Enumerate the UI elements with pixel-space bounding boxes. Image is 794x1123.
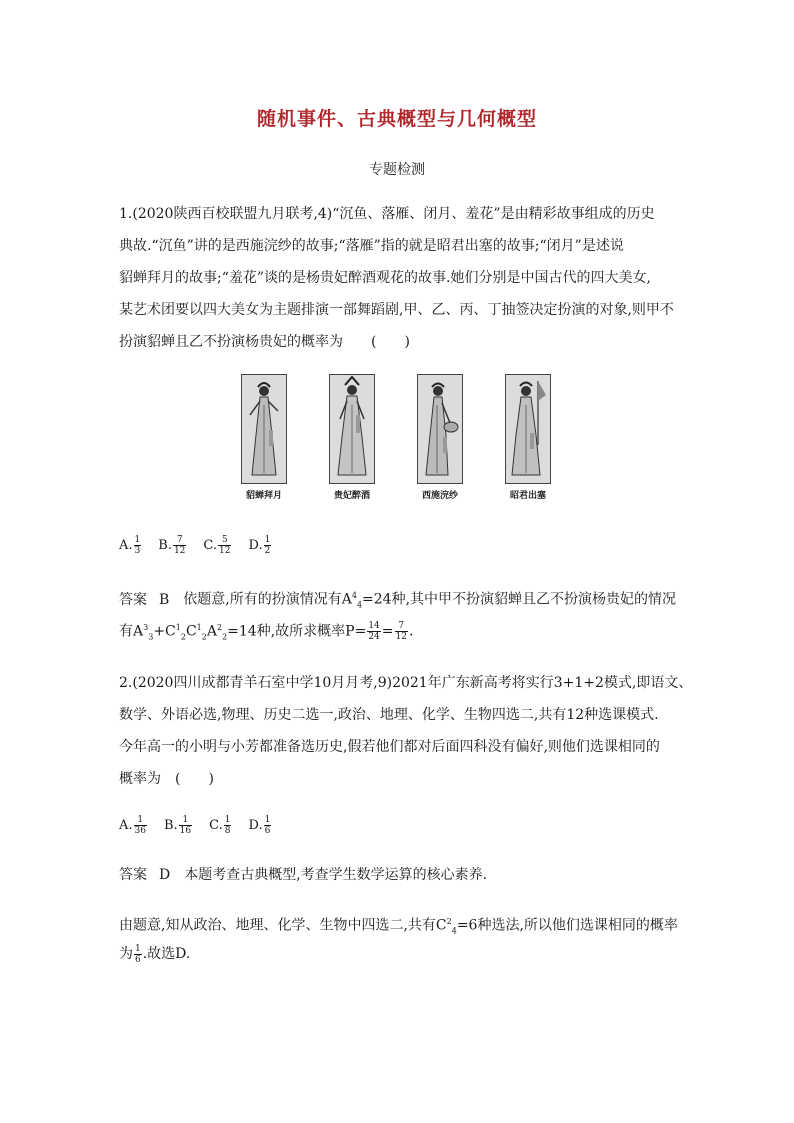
option-label: B. [163,818,178,833]
question-1-line: 貂蝉拜月的故事;“羞花”谈的是杨贵妃醉酒观花的故事.她们分别是中国古代的四大美女, [119,270,651,286]
fraction-numerator: 1 [182,815,189,825]
illustration-panel [329,374,375,501]
fraction-denominator: 6 [135,954,141,965]
fraction-denominator: 12 [173,546,186,556]
illustration-caption: 貂蝉拜月 [245,491,282,501]
math-subscript: 2 [180,632,186,642]
fraction-denominator: 8 [224,826,231,836]
answer-line [119,612,679,644]
fraction-numerator: 7 [176,535,183,545]
answer-tag: 答案 [119,867,147,883]
option-fraction [218,535,231,556]
answer-letter: D [159,867,171,883]
option-fraction [173,535,186,556]
math-subscript: 4 [356,600,363,610]
option-label: C. [203,538,218,553]
explanation-text: 由题意,知从政治、地理、化学、生物中四选二,共有C [119,917,447,934]
math-subscript: 3 [148,632,154,642]
illustration-caption: 贵妃醉酒 [333,491,370,501]
answer-text: =14种,故所求概率P= [227,623,367,640]
math-superscript: 3 [143,623,149,632]
answer-text: 依题意,所有的扮演情况有A [183,591,352,608]
fraction-denominator: 16 [179,826,192,836]
option-label: A. [119,538,133,553]
answer-fraction [134,944,142,965]
answer-text: A [206,623,217,640]
answer-text: . [408,623,414,640]
option-a[interactable] [119,535,142,556]
option-fraction [264,535,272,556]
illustration-panel [417,374,463,501]
answer-letter: B [159,591,170,608]
explanation-text: .故选D. [142,946,191,962]
illustration-caption: 昭君出塞 [509,491,546,501]
page-subtitle: 专题检测 [369,162,425,178]
fraction-numerator: 1 [137,815,144,825]
fraction-denominator: 36 [134,826,146,836]
question-1-line: 1.(2020陕西百校联盟九月联考,4)“沉鱼、落雁、闭月、羞花”是由精彩故事组成的历史 [119,206,655,222]
option-label: A. [119,818,133,833]
question-1-line: 扮演貂蝉且乙不扮演杨贵妃的概率为 ( ) [119,334,410,350]
question-1-answer [119,580,679,644]
option-fraction [264,815,272,836]
beauty-figure-image [505,374,551,484]
fraction-numerator: 1 [224,815,231,825]
fraction-numerator: 1 [264,535,271,545]
answer-line [119,580,679,612]
beauty-figure-image [329,374,375,484]
option-fraction [224,815,232,836]
answer-text: +C [153,623,176,640]
option-fraction [134,535,142,556]
beauty-figure-image [417,374,463,484]
answer-fraction [395,621,408,642]
math-superscript: 2 [446,917,452,926]
question-2-answer [119,859,679,891]
answer-text: 有A [119,623,144,640]
question-2-line: 2.(2020四川成都青羊石室中学10月月考,9)2021年广东新高考将实行3+1+2模式,即语文、 [119,675,693,691]
option-label: B. [158,538,172,553]
question-1-line: 某艺术团要以四大美女为主题排演一部舞蹈剧,甲、乙、丙、丁抽签决定扮演的对象,则甲不 [119,302,674,318]
fraction-denominator: 12 [395,632,407,643]
option-fraction [179,815,192,836]
explanation-line [119,906,679,938]
question-2-line: 数学、外语必选,物理、历史二选一,政治、地理、化学、生物四选二,共有12种选课模式. [119,707,659,723]
math-superscript: 4 [351,591,357,600]
question-2-options [119,815,288,836]
fraction-numerator: 1 [134,535,141,545]
fraction-denominator: 2 [264,546,271,556]
option-b[interactable] [158,535,187,556]
fraction-denominator: 3 [134,546,141,556]
answer-line [119,859,679,891]
math-subscript: 2 [201,632,207,642]
option-d[interactable] [248,815,272,836]
fraction-numerator: 5 [221,535,228,545]
answer-tag: 答案 [119,591,147,608]
fraction-numerator: 1 [135,943,141,954]
option-fraction [134,815,147,836]
fraction-numerator: 1 [264,815,271,825]
question-2-line: 概率为 ( ) [119,771,214,787]
explanation-text: 为 [119,946,133,962]
question-2-stem [119,667,693,795]
fraction-denominator: 6 [264,826,271,836]
math-superscript: 1 [175,623,181,632]
fraction-numerator: 14 [368,621,380,632]
answer-text: C [185,623,197,640]
question-2-line: 今年高一的小明与小芳都准备选历史,假若他们都对后面四科没有偏好,则他们选课相同的 [119,739,660,755]
math-superscript: 2 [216,623,223,632]
illustration-caption: 西施浣纱 [421,491,458,501]
answer-text: = [381,623,394,640]
beauty-figure-image [241,374,287,484]
math-subscript: 2 [222,632,228,642]
page-title: 随机事件、古典概型与几何概型 [256,108,537,130]
explanation-line [119,938,679,970]
illustration-panel [505,374,551,501]
option-c[interactable] [203,535,232,556]
fraction-denominator: 12 [219,546,231,556]
answer-text: 本题考查古典概型,考查学生数学运算的核心素养. [184,867,488,883]
question-1-options [119,535,288,556]
explanation-text: =6种选法,所以他们选课相同的概率 [456,917,678,934]
fraction-numerator: 7 [398,621,405,632]
question-1-line: 典故.“沉鱼”讲的是西施浣纱的故事;“落雁”指的就是昭君出塞的故事;“闭月”是述说 [119,238,624,254]
option-c[interactable] [209,815,232,836]
option-label: D. [248,538,263,553]
option-label: C. [209,818,223,833]
option-label: D. [248,818,263,833]
four-beauties-illustration [241,374,553,504]
fraction-denominator: 24 [368,632,380,643]
option-b[interactable] [164,815,193,836]
answer-text: =24种,其中甲不扮演貂蝉且乙不扮演杨贵妃的情况 [362,591,677,608]
illustration-panel [241,374,287,501]
option-d[interactable] [248,535,272,556]
option-a[interactable] [119,815,148,836]
question-2-explanation [119,906,679,970]
math-subscript: 4 [451,926,457,936]
math-superscript: 1 [196,623,202,632]
answer-fraction [367,621,380,642]
question-1-stem [119,198,679,358]
